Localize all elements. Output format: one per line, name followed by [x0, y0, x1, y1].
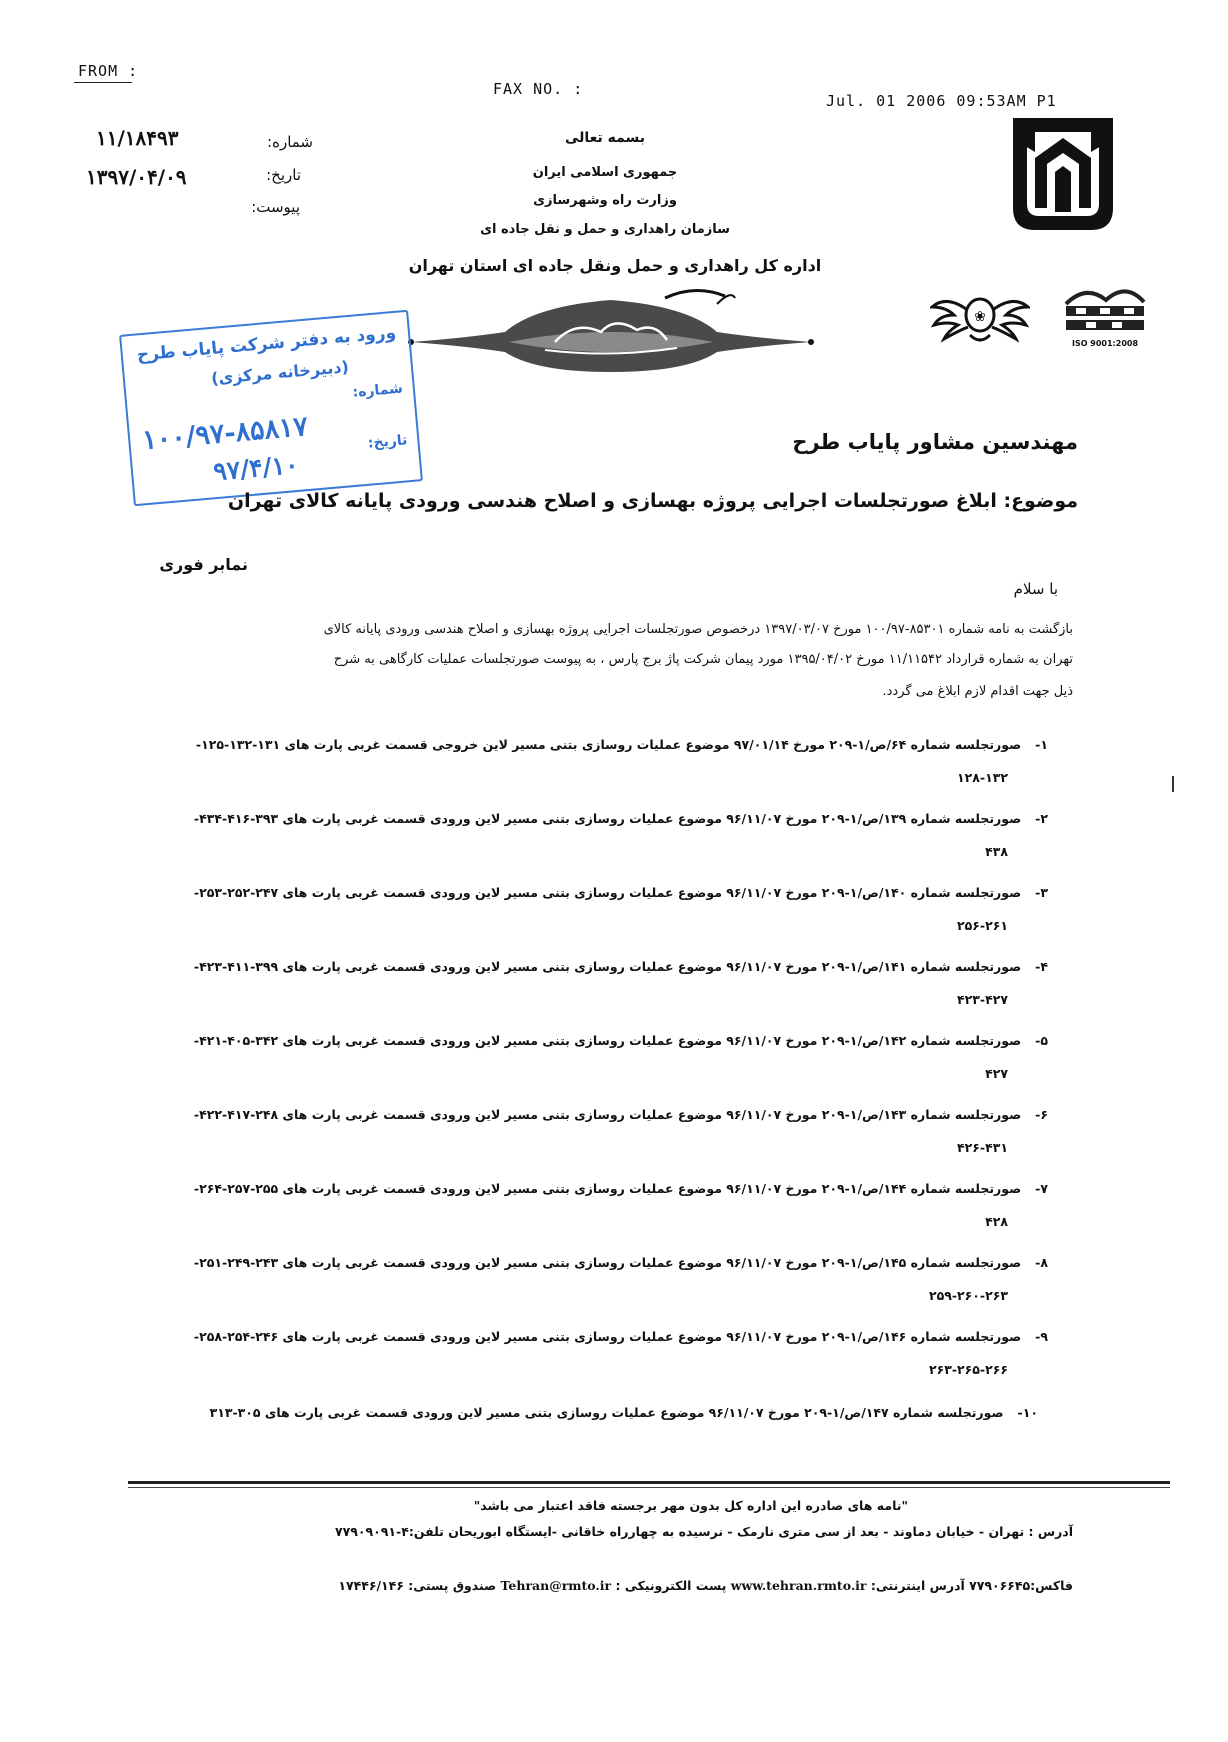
- footer-divider-thin: [128, 1487, 1170, 1488]
- number-label: شماره:: [267, 133, 313, 151]
- list-item-number: ۵-: [1035, 1033, 1048, 1048]
- list-item-text: صورتجلسه شماره ۱۴۳/ص/۱-۲۰۹ مورخ ۹۶/۱۱/۰۷ موضوع عملیات روسازی بتنی مسیر لاین ورودی قسمت غربی پارت های ۲۴۸-۴۱۷-۴۲۲-: [193, 1107, 1022, 1122]
- header-country: جمهوری اسلامی ایران: [532, 165, 678, 180]
- list-item-continuation: ۴۲۷: [985, 1066, 1008, 1081]
- footer-fax-label: فاکس:۷۷۹۰۶۶۴۵ آدرس اینترنتی:: [870, 1578, 1073, 1593]
- iso-certification-badge: [1062, 280, 1148, 352]
- list-item: [148, 728, 1048, 794]
- header-ministry: وزارت راه وشهرسازی: [533, 193, 677, 208]
- date-label: تاریخ:: [266, 166, 301, 184]
- list-item-continuation: ۴۲۶-۴۳۱: [957, 1140, 1008, 1155]
- list-item-text: صورتجلسه شماره ۱۴۲/ص/۱-۲۰۹ مورخ ۹۶/۱۱/۰۷ موضوع عملیات روسازی بتنی مسیر لاین ورودی قسمت غربی پارت های ۳۴۲-۴۰۵-۴۲۱-: [193, 1033, 1022, 1048]
- greeting-line: با سلام: [1013, 580, 1058, 598]
- header-department: اداره کل راهداری و حمل ونقل جاده ای استان تهران: [408, 256, 822, 275]
- body-line: تهران به شماره قرارداد ۱۱/۱۱۵۴۲ مورخ ۱۳۹۵/۰۴/۰۲ مورد پیمان شرکت پاژ برج پارس ، به پیوست صورتجلسات عملیات کارگاهی به شرح: [333, 652, 1073, 667]
- stamp-title: ورود به دفتر شرکت پایاب طرح: [136, 322, 397, 366]
- list-item-number: ۴-: [1035, 959, 1048, 974]
- body-line: بازگشت به نامه شماره ۸۵۳۰۱-۱۰۰/۹۷ مورخ ۱۳۹۷/۰۳/۰۷ درخصوص صورتجلسات اجرایی پروژه بهسازی و اصلاح هندسی ورودی پایانه کالای: [323, 622, 1073, 637]
- list-item-text: صورتجلسه شماره ۱۴۷/ص/۱-۲۰۹ مورخ ۹۶/۱۱/۰۷ موضوع عملیات روسازی بتنی مسیر لاین ورودی قسمت غربی پارت های ۳۰۵-۳۱۳: [209, 1405, 1004, 1420]
- basmala-line: بسمه تعالی: [564, 130, 646, 146]
- list-item: [148, 1098, 1048, 1164]
- letter-date: ۱۳۹۷/۰۴/۰۹: [86, 165, 187, 189]
- list-item-continuation: ۴۲۳-۴۲۷: [957, 992, 1008, 1007]
- header-organization: سازمان راهداری و حمل و نقل جاده ای: [480, 222, 730, 237]
- letter-number: ۱۱/۱۸۴۹۳: [96, 126, 179, 150]
- list-item-text: صورتجلسه شماره ۱۳۹/ص/۱-۲۰۹ مورخ ۹۶/۱۱/۰۷ موضوع عملیات روسازی بتنی مسیر لاین ورودی قسمت غربی پارت های ۳۹۳-۴۱۶-۴۳۴-: [193, 811, 1022, 826]
- list-item-continuation: ۲۵۹-۲۶۰-۲۶۳: [928, 1288, 1008, 1303]
- list-item-number: ۳-: [1035, 885, 1048, 900]
- footer-contact-line: [338, 1578, 1073, 1593]
- list-item-number: ۸-: [1035, 1255, 1048, 1270]
- footer-pobox: صندوق پستی: ۱۷۴۴۶/۱۴۶: [338, 1578, 497, 1593]
- fax-timestamp: Jul. 01 2006 09:53AM P1: [826, 92, 1057, 110]
- recipient-line: مهندسین مشاور پایاب طرح: [792, 430, 1078, 454]
- calligraphy-ornament: [405, 286, 817, 376]
- fax-number-label: FAX NO. :: [493, 80, 584, 98]
- list-item: [148, 1246, 1048, 1312]
- list-item-number: ۶-: [1035, 1107, 1048, 1122]
- list-item: [148, 1320, 1048, 1386]
- list-item-text: صورتجلسه شماره ۱۴۶/ص/۱-۲۰۹ مورخ ۹۶/۱۱/۰۷ موضوع عملیات روسازی بتنی مسیر لاین ورودی قسمت غربی پارت های ۲۴۶-۲۵۴-۲۵۸-: [193, 1329, 1022, 1344]
- stamp-number: ۱۰۰/۹۷-۸۵۸۱۷: [141, 410, 310, 457]
- footer-address: آدرس : تهران - خیابان دماوند - بعد از سی متری نارمک - نرسیده به چهارراه خاقانی -ایستگاه ابوریحان تلفن:۴-۷۷۹۰۹۰۹۱: [334, 1524, 1073, 1539]
- footer-validity-note: "نامه های صادره این اداره کل بدون مهر برجسته فاقد اعتبار می باشد": [473, 1498, 908, 1513]
- ministry-logo-icon: [1005, 112, 1121, 237]
- list-item-number: ۹-: [1035, 1329, 1048, 1344]
- body-line: ذیل جهت اقدام لازم ابلاغ می گردد.: [882, 684, 1073, 699]
- stamp-subtitle: (دبیرخانه مرکزی): [210, 357, 350, 389]
- footer-website-link[interactable]: www.tehran.rmto.ir: [730, 1578, 867, 1593]
- list-item-continuation: ۴۳۸: [985, 844, 1008, 859]
- list-item-text: صورتجلسه شماره ۶۴/ص/۱-۲۰۹ مورخ ۹۷/۰۱/۱۴ موضوع عملیات روسازی بتنی مسیر لاین خروجی قسمت غربی پارت های ۱۳۱-۱۳۲-۱۲۵-: [195, 737, 1022, 752]
- fax-from-label: FROM :: [78, 62, 139, 80]
- list-item: [148, 802, 1048, 868]
- footer-email-label: پست الکترونیکی :: [615, 1578, 727, 1593]
- list-item-text: صورتجلسه شماره ۱۴۰/ص/۱-۲۰۹ مورخ ۹۶/۱۱/۰۷ موضوع عملیات روسازی بتنی مسیر لاین ورودی قسمت غربی پارت های ۲۴۷-۲۵۲-۲۵۳-: [193, 885, 1022, 900]
- stamp-number-label: شماره:: [351, 380, 404, 401]
- list-item: [138, 1396, 1038, 1429]
- list-item-continuation: ۲۵۶-۲۶۱: [957, 918, 1008, 933]
- footer-divider: [128, 1481, 1170, 1484]
- list-item-text: صورتجلسه شماره ۱۴۵/ص/۱-۲۰۹ مورخ ۹۶/۱۱/۰۷ موضوع عملیات روسازی بتنی مسیر لاین ورودی قسمت غربی پارت های ۲۴۳-۲۴۹-۲۵۱-: [193, 1255, 1022, 1270]
- list-item-number: ۷-: [1035, 1181, 1048, 1196]
- winged-emblem-icon: [930, 285, 1030, 347]
- list-item-continuation: ۴۲۸: [985, 1214, 1008, 1229]
- list-item-text: صورتجلسه شماره ۱۴۴/ص/۱-۲۰۹ مورخ ۹۶/۱۱/۰۷ موضوع عملیات روسازی بتنی مسیر لاین ورودی قسمت غربی پارت های ۲۵۵-۲۵۷-۲۶۴-: [193, 1181, 1022, 1196]
- list-item: [148, 950, 1048, 1016]
- list-item: [148, 1024, 1048, 1090]
- iso-certification-icon: [1062, 280, 1148, 334]
- svg-text:❀: ❀: [974, 309, 986, 325]
- list-item-continuation: ۱۲۸-۱۳۲: [957, 770, 1008, 785]
- urgent-fax-label: نمابر فوری: [159, 555, 248, 574]
- receipt-stamp: [119, 310, 423, 507]
- list-item: [148, 1172, 1048, 1238]
- footer-email-link[interactable]: Tehran@rmto.ir: [500, 1578, 612, 1593]
- attachment-label: پیوست:: [251, 198, 300, 216]
- subject-line: موضوع: ابلاغ صورتجلسات اجرایی پروژه بهسازی و اصلاح هندسی ورودی پایانه کالای تهران: [227, 490, 1078, 512]
- iso-standard-text: ISO 9001:2008: [1071, 339, 1139, 348]
- stamp-date-label: تاریخ:: [367, 432, 409, 452]
- list-item: [148, 876, 1048, 942]
- list-item-number: ۱۰-: [1017, 1405, 1038, 1420]
- list-item-text: صورتجلسه شماره ۱۴۱/ص/۱-۲۰۹ مورخ ۹۶/۱۱/۰۷ موضوع عملیات روسازی بتنی مسیر لاین ورودی قسمت غربی پارت های ۳۹۹-۴۱۱-۴۲۳-: [193, 959, 1022, 974]
- margin-mark: [1172, 776, 1174, 792]
- list-item-number: ۲-: [1035, 811, 1048, 826]
- stamp-date: ۹۷/۴/۱۰: [212, 449, 300, 487]
- list-item-continuation: ۲۶۳-۲۶۵-۲۶۶: [928, 1362, 1008, 1377]
- list-item-number: ۱-: [1035, 737, 1048, 752]
